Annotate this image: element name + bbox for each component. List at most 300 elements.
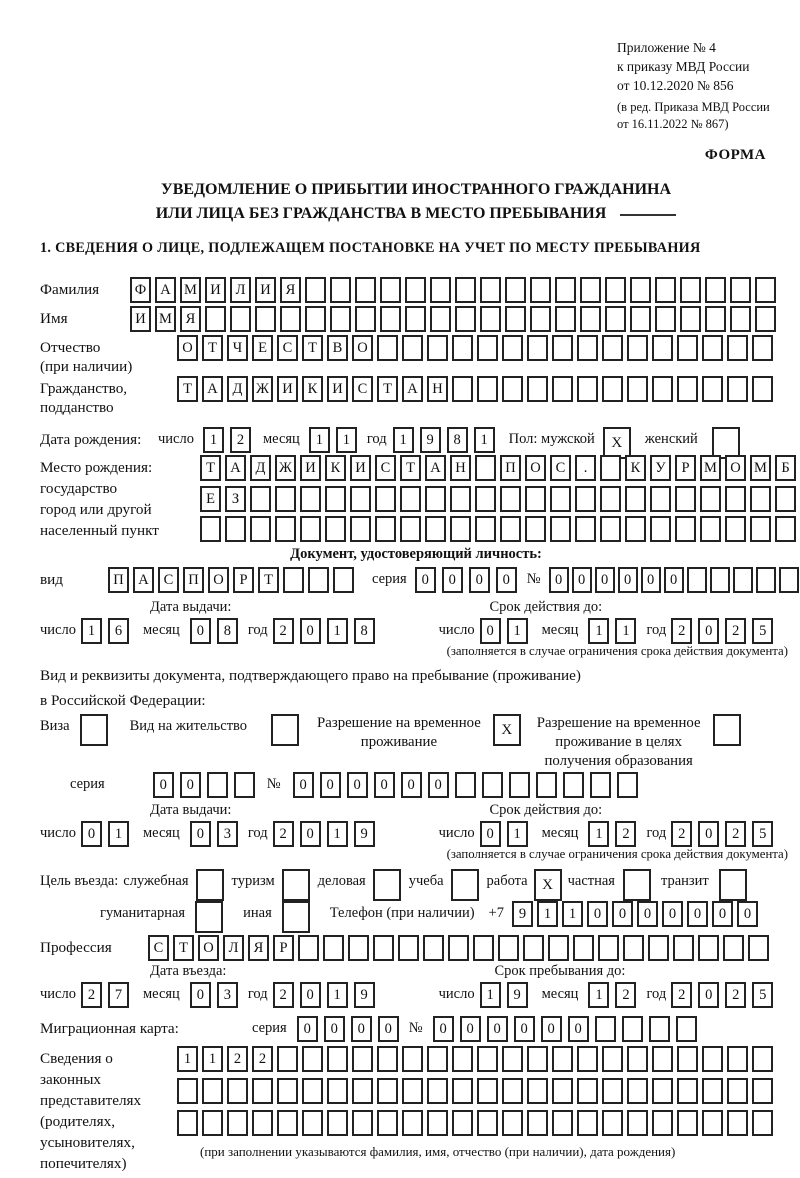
citizenship-label-line1: Гражданство, [40, 380, 128, 397]
char-cell-filled: 0 [180, 772, 201, 798]
char-cell-empty [402, 335, 423, 361]
char-cell-empty [675, 486, 696, 512]
purpose-humanitarian-label: гуманитарная [100, 905, 186, 921]
char-cell-filled: С [277, 335, 298, 361]
char-cell-empty [602, 1078, 623, 1104]
char-cell-empty [277, 1046, 298, 1072]
char-cell-filled: Н [450, 455, 471, 481]
name-cells [130, 306, 780, 332]
char-cell-filled: 1 [588, 821, 609, 847]
char-cell-empty [255, 306, 276, 332]
char-cell-empty [652, 335, 673, 361]
char-cell-empty [448, 935, 469, 961]
char-cell-empty [530, 306, 551, 332]
char-cell-filled: 1 [327, 618, 348, 644]
char-cell-empty [677, 335, 698, 361]
permit-valid-month-cells [588, 821, 642, 847]
char-cell-empty [577, 1046, 598, 1072]
char-cell-empty [480, 277, 501, 303]
residence-permit-label: Вид на жительство [129, 718, 248, 734]
char-cell-empty [727, 1046, 748, 1072]
stay-until-label: Срок пребывания до: [494, 963, 626, 979]
char-cell-empty [752, 1110, 773, 1136]
char-cell-filled: 1 [507, 821, 528, 847]
residence-options-row [40, 714, 792, 772]
char-cell-empty [550, 516, 571, 542]
char-cell-empty [377, 1046, 398, 1072]
issue-date-label: Дата выдачи: [150, 599, 232, 615]
citizenship-label-line2: подданство [40, 399, 114, 416]
birth-place-cells-row1 [200, 455, 792, 481]
char-cell-filled: Т [200, 455, 221, 481]
char-cell-empty [302, 1078, 323, 1104]
char-cell-empty [300, 486, 321, 512]
char-cell-filled: Р [675, 455, 696, 481]
char-cell-empty [398, 935, 419, 961]
char-cell-filled: 3 [217, 982, 238, 1008]
ref-amendment-line: от 16.11.2022 № 867) [617, 117, 729, 131]
profession-row [40, 935, 792, 961]
char-cell-empty [550, 486, 571, 512]
char-cell-empty [308, 567, 329, 593]
char-cell-empty [710, 567, 730, 593]
char-cell-empty [756, 567, 776, 593]
temp-residence-checkbox: X [493, 714, 521, 746]
day-label: число [40, 986, 76, 1002]
char-cell-filled: Ч [227, 335, 248, 361]
char-cell-empty [755, 277, 776, 303]
doc-kind-label: вид [40, 571, 64, 588]
char-cell-filled: 0 [433, 1016, 454, 1042]
char-cell-empty [727, 335, 748, 361]
char-cell-empty [480, 306, 501, 332]
char-cell-filled: 2 [725, 618, 746, 644]
purpose-other-checkbox [282, 901, 310, 933]
char-cell-empty [627, 376, 648, 402]
purpose-work-label: работа [486, 873, 528, 889]
char-cell-empty [598, 935, 619, 961]
char-cell-empty [505, 277, 526, 303]
char-cell-filled: Д [250, 455, 271, 481]
char-cell-filled: А [202, 376, 223, 402]
birth-date-row [40, 427, 792, 455]
char-cell-empty [400, 486, 421, 512]
doc-number-label: № [526, 571, 541, 587]
char-cell-empty [525, 486, 546, 512]
char-cell-empty [252, 1078, 273, 1104]
char-cell-empty [400, 516, 421, 542]
char-cell-filled: 2 [615, 821, 636, 847]
entry-year-cells [273, 982, 381, 1008]
char-cell-empty [652, 1046, 673, 1072]
char-cell-empty [252, 1110, 273, 1136]
ref-line: от 10.12.2020 № 856 [617, 78, 734, 93]
char-cell-filled: 1 [309, 427, 330, 453]
char-cell-filled: 0 [293, 772, 314, 798]
entry-purpose-row [40, 869, 792, 897]
purpose-humanitarian-checkbox [195, 901, 223, 933]
patronymic-label-line1: Отчество [40, 339, 101, 356]
stay-day-cells [480, 982, 534, 1008]
char-cell-empty [536, 772, 557, 798]
char-cell-filled: И [327, 376, 348, 402]
char-cell-filled: 0 [572, 567, 592, 593]
purpose-other-label: иная [243, 905, 272, 921]
char-cell-empty [502, 376, 523, 402]
char-cell-filled: А [225, 455, 246, 481]
month-label: месяц [262, 431, 300, 447]
birth-year-cells [393, 427, 501, 453]
char-cell-filled: 0 [300, 982, 321, 1008]
char-cell-empty [590, 772, 611, 798]
char-cell-empty [675, 516, 696, 542]
char-cell-empty [655, 277, 676, 303]
char-cell-filled: 9 [354, 821, 375, 847]
char-cell-empty [177, 1110, 198, 1136]
char-cell-filled: Р [233, 567, 254, 593]
char-cell-empty [600, 516, 621, 542]
char-cell-empty [627, 1110, 648, 1136]
char-cell-empty [655, 306, 676, 332]
char-cell-empty [627, 1078, 648, 1104]
char-cell-filled: 0 [595, 567, 615, 593]
char-cell-filled: 5 [752, 982, 773, 1008]
char-cell-filled: 2 [725, 821, 746, 847]
char-cell-empty [577, 1110, 598, 1136]
birth-place-label [40, 457, 159, 541]
char-cell-empty [727, 376, 748, 402]
char-cell-filled: П [183, 567, 204, 593]
doc-valid-year-cells [671, 618, 779, 644]
representatives-cells-row3 [177, 1110, 792, 1136]
year-label: год [247, 986, 268, 1002]
char-cell-filled: 0 [662, 901, 683, 927]
char-cell-empty [455, 772, 476, 798]
char-cell-filled: 8 [217, 618, 238, 644]
representatives-label-line3: представителях [40, 1092, 142, 1109]
char-cell-filled: 0 [687, 901, 708, 927]
doc-series-label: серия [372, 571, 407, 587]
char-cell-empty [402, 1046, 423, 1072]
char-cell-filled: О [525, 455, 546, 481]
migration-card-label: Миграционная карта: [40, 1020, 179, 1037]
representatives-label-line1: Сведения о [40, 1050, 113, 1067]
surname-cells [130, 277, 780, 303]
char-cell-empty [202, 1110, 223, 1136]
char-cell-empty [452, 1110, 473, 1136]
char-cell-empty [752, 376, 773, 402]
char-cell-filled: Т [258, 567, 279, 593]
char-cell-empty [330, 306, 351, 332]
doc-valid-day-cells [480, 618, 534, 644]
birth-place-label-line4: населенный пункт [40, 522, 159, 539]
day-label: число [438, 986, 475, 1002]
char-cell-empty [427, 1110, 448, 1136]
char-cell-empty [702, 1110, 723, 1136]
birth-place-cells-row2 [200, 486, 792, 512]
char-cell-empty [673, 935, 694, 961]
char-cell-empty [275, 486, 296, 512]
char-cell-filled: 0 [351, 1016, 372, 1042]
char-cell-filled: 1 [108, 821, 129, 847]
char-cell-empty [325, 516, 346, 542]
birth-place-label-line2: государство [40, 480, 118, 497]
char-cell-empty [227, 1110, 248, 1136]
char-cell-filled: 0 [587, 901, 608, 927]
char-cell-empty [548, 935, 569, 961]
char-cell-empty [617, 772, 638, 798]
char-cell-empty [355, 277, 376, 303]
char-cell-filled: 0 [190, 618, 211, 644]
patronymic-row [40, 335, 792, 376]
char-cell-empty [602, 1046, 623, 1072]
char-cell-filled: 0 [428, 772, 449, 798]
char-cell-filled: 0 [496, 567, 517, 593]
char-cell-empty [325, 486, 346, 512]
char-cell-empty [775, 486, 796, 512]
surname-label: Фамилия [40, 281, 100, 298]
char-cell-filled: 0 [378, 1016, 399, 1042]
char-cell-filled: 0 [347, 772, 368, 798]
migration-card-row [40, 1016, 792, 1042]
char-cell-empty [450, 516, 471, 542]
char-cell-empty [727, 1110, 748, 1136]
representatives-note: (при заполнении указываются фамилия, имя, отчество (при наличии), дата рождения) [200, 1144, 676, 1159]
char-cell-empty [280, 306, 301, 332]
char-cell-filled: Я [180, 306, 201, 332]
char-cell-empty [350, 516, 371, 542]
representatives-cells-row1 [177, 1046, 792, 1072]
citizenship-cells [177, 376, 777, 402]
form-title-line1: УВЕДОМЛЕНИЕ О ПРИБЫТИИ ИНОСТРАННОГО ГРАЖДАНИНА [160, 181, 672, 198]
char-cell-filled: 2 [230, 427, 251, 453]
char-cell-filled: 0 [190, 821, 211, 847]
char-cell-filled: 1 [507, 618, 528, 644]
purpose-work-checkbox: X [534, 869, 562, 901]
char-cell-filled: М [700, 455, 721, 481]
temp-residence-edu-label [537, 714, 701, 771]
doc-issue-day-cells [81, 618, 135, 644]
char-cell-filled: И [277, 376, 298, 402]
char-cell-filled: У [650, 455, 671, 481]
doc-valid-month-cells [588, 618, 642, 644]
permit-dates-row [40, 821, 792, 847]
char-cell-empty [750, 486, 771, 512]
char-cell-filled: Т [400, 455, 421, 481]
char-cell-filled: 2 [227, 1046, 248, 1072]
char-cell-empty [473, 935, 494, 961]
visa-label: Виза [40, 718, 70, 734]
char-cell-filled: 7 [108, 982, 129, 1008]
doc-number-cells [549, 567, 800, 593]
char-cell-empty [377, 1078, 398, 1104]
char-cell-empty [477, 1046, 498, 1072]
char-cell-empty [575, 516, 596, 542]
char-cell-filled: Н [427, 376, 448, 402]
stay-year-cells [671, 982, 779, 1008]
char-cell-filled: С [375, 455, 396, 481]
char-cell-empty [727, 1078, 748, 1104]
char-cell-empty [527, 1078, 548, 1104]
section1-title: 1. СВЕДЕНИЯ О ЛИЦЕ, ПОДЛЕЖАЩЕМ ПОСТАНОВКЕ НА УЧЕТ ПО МЕСТУ ПРЕБЫВАНИЯ [40, 240, 701, 256]
doc-kind-row [40, 567, 792, 593]
char-cell-empty [552, 376, 573, 402]
char-cell-filled: 2 [273, 618, 294, 644]
year-label: год [366, 431, 387, 447]
entry-dates-row [40, 982, 792, 1008]
char-cell-filled: 5 [752, 618, 773, 644]
char-cell-empty [677, 1110, 698, 1136]
char-cell-filled: 9 [512, 901, 533, 927]
char-cell-empty [250, 486, 271, 512]
char-cell-filled: Р [273, 935, 294, 961]
char-cell-empty [652, 376, 673, 402]
purpose-transit-label: транзит [660, 873, 709, 889]
char-cell-empty [298, 935, 319, 961]
patronymic-label [40, 335, 177, 376]
char-cell-empty [455, 306, 476, 332]
char-cell-filled: 2 [671, 821, 692, 847]
char-cell-filled: 0 [698, 618, 719, 644]
char-cell-filled: М [750, 455, 771, 481]
char-cell-empty [430, 277, 451, 303]
char-cell-empty [563, 772, 584, 798]
char-cell-empty [622, 1016, 643, 1042]
char-cell-filled: 1 [203, 427, 224, 453]
char-cell-filled: 0 [300, 821, 321, 847]
char-cell-filled: Я [280, 277, 301, 303]
patronymic-cells [177, 335, 777, 361]
char-cell-empty [698, 935, 719, 961]
birth-date-label: Дата рождения: [40, 431, 142, 448]
char-cell-filled: И [130, 306, 151, 332]
permit-issue-month-cells [190, 821, 244, 847]
char-cell-filled: 0 [297, 1016, 318, 1042]
char-cell-empty [348, 935, 369, 961]
purpose-business-checkbox [373, 869, 401, 901]
valid-until-label: Срок действия до: [489, 802, 603, 818]
char-cell-filled: 0 [612, 901, 633, 927]
birth-month-cells [309, 427, 363, 453]
char-cell-empty [677, 1078, 698, 1104]
char-cell-filled: Т [173, 935, 194, 961]
year-label: год [247, 825, 268, 841]
char-cell-empty [477, 1078, 498, 1104]
char-cell-filled: 0 [641, 567, 661, 593]
birth-day-cells [203, 427, 257, 453]
char-cell-empty [200, 516, 221, 542]
char-cell-filled: 5 [752, 821, 773, 847]
char-cell-filled: С [352, 376, 373, 402]
char-cell-empty [577, 376, 598, 402]
char-cell-filled: 1 [615, 618, 636, 644]
char-cell-empty [283, 567, 304, 593]
char-cell-empty [350, 486, 371, 512]
char-cell-empty [477, 376, 498, 402]
char-cell-empty [630, 277, 651, 303]
gender-female-label: женский [644, 431, 698, 447]
valid-until-label: Срок действия до: [489, 599, 603, 615]
char-cell-filled: 0 [324, 1016, 345, 1042]
phone-label: Телефон (при наличии) [329, 905, 475, 921]
char-cell-filled: С [148, 935, 169, 961]
char-cell-filled: П [500, 455, 521, 481]
char-cell-filled: К [302, 376, 323, 402]
char-cell-empty [676, 1016, 697, 1042]
char-cell-empty [602, 335, 623, 361]
char-cell-filled: 0 [469, 567, 490, 593]
char-cell-filled: 8 [354, 618, 375, 644]
char-cell-empty [452, 1046, 473, 1072]
char-cell-empty [775, 516, 796, 542]
char-cell-empty [452, 376, 473, 402]
profession-label: Профессия [40, 939, 112, 956]
title-blank-underline [620, 214, 676, 216]
char-cell-empty [677, 1046, 698, 1072]
purpose-official-label: служебная [123, 873, 189, 889]
char-cell-empty [475, 486, 496, 512]
char-cell-empty [502, 1078, 523, 1104]
char-cell-filled: 0 [190, 982, 211, 1008]
char-cell-filled: 1 [336, 427, 357, 453]
permit-series-row [40, 772, 792, 798]
char-cell-empty [377, 335, 398, 361]
char-cell-filled: И [255, 277, 276, 303]
char-cell-empty [330, 277, 351, 303]
char-cell-filled: И [205, 277, 226, 303]
char-cell-empty [452, 335, 473, 361]
char-cell-empty [552, 1046, 573, 1072]
char-cell-empty [205, 306, 226, 332]
char-cell-empty [227, 1078, 248, 1104]
char-cell-empty [523, 935, 544, 961]
char-cell-empty [600, 455, 621, 481]
char-cell-empty [477, 335, 498, 361]
month-label: месяц [541, 622, 579, 638]
char-cell-empty [250, 516, 271, 542]
char-cell-filled: 1 [81, 618, 102, 644]
char-cell-empty [680, 306, 701, 332]
char-cell-empty [700, 486, 721, 512]
char-cell-filled: Д [227, 376, 248, 402]
temp-residence-edu-label-line1: Разрешение на временное [536, 715, 701, 731]
char-cell-empty [702, 1078, 723, 1104]
name-label: Имя [40, 310, 68, 327]
year-label: год [646, 986, 667, 1002]
char-cell-empty [202, 1078, 223, 1104]
char-cell-empty [555, 277, 576, 303]
char-cell-empty [427, 1078, 448, 1104]
char-cell-filled: 9 [354, 982, 375, 1008]
char-cell-empty [677, 376, 698, 402]
char-cell-empty [687, 567, 707, 593]
char-cell-filled: 0 [460, 1016, 481, 1042]
char-cell-filled: 0 [374, 772, 395, 798]
char-cell-filled: О [177, 335, 198, 361]
char-cell-filled: 2 [615, 982, 636, 1008]
char-cell-empty [600, 486, 621, 512]
limited-validity-note: (заполняется в случае ограничения срока действия документа) [446, 847, 788, 861]
char-cell-filled: 0 [698, 821, 719, 847]
purpose-private-label: частная [567, 873, 615, 889]
char-cell-filled: З [225, 486, 246, 512]
char-cell-empty [509, 772, 530, 798]
char-cell-empty [452, 1078, 473, 1104]
temp-residence-edu-checkbox [713, 714, 741, 746]
year-label: год [646, 825, 667, 841]
char-cell-filled: Е [252, 335, 273, 361]
char-cell-filled: Ф [130, 277, 151, 303]
